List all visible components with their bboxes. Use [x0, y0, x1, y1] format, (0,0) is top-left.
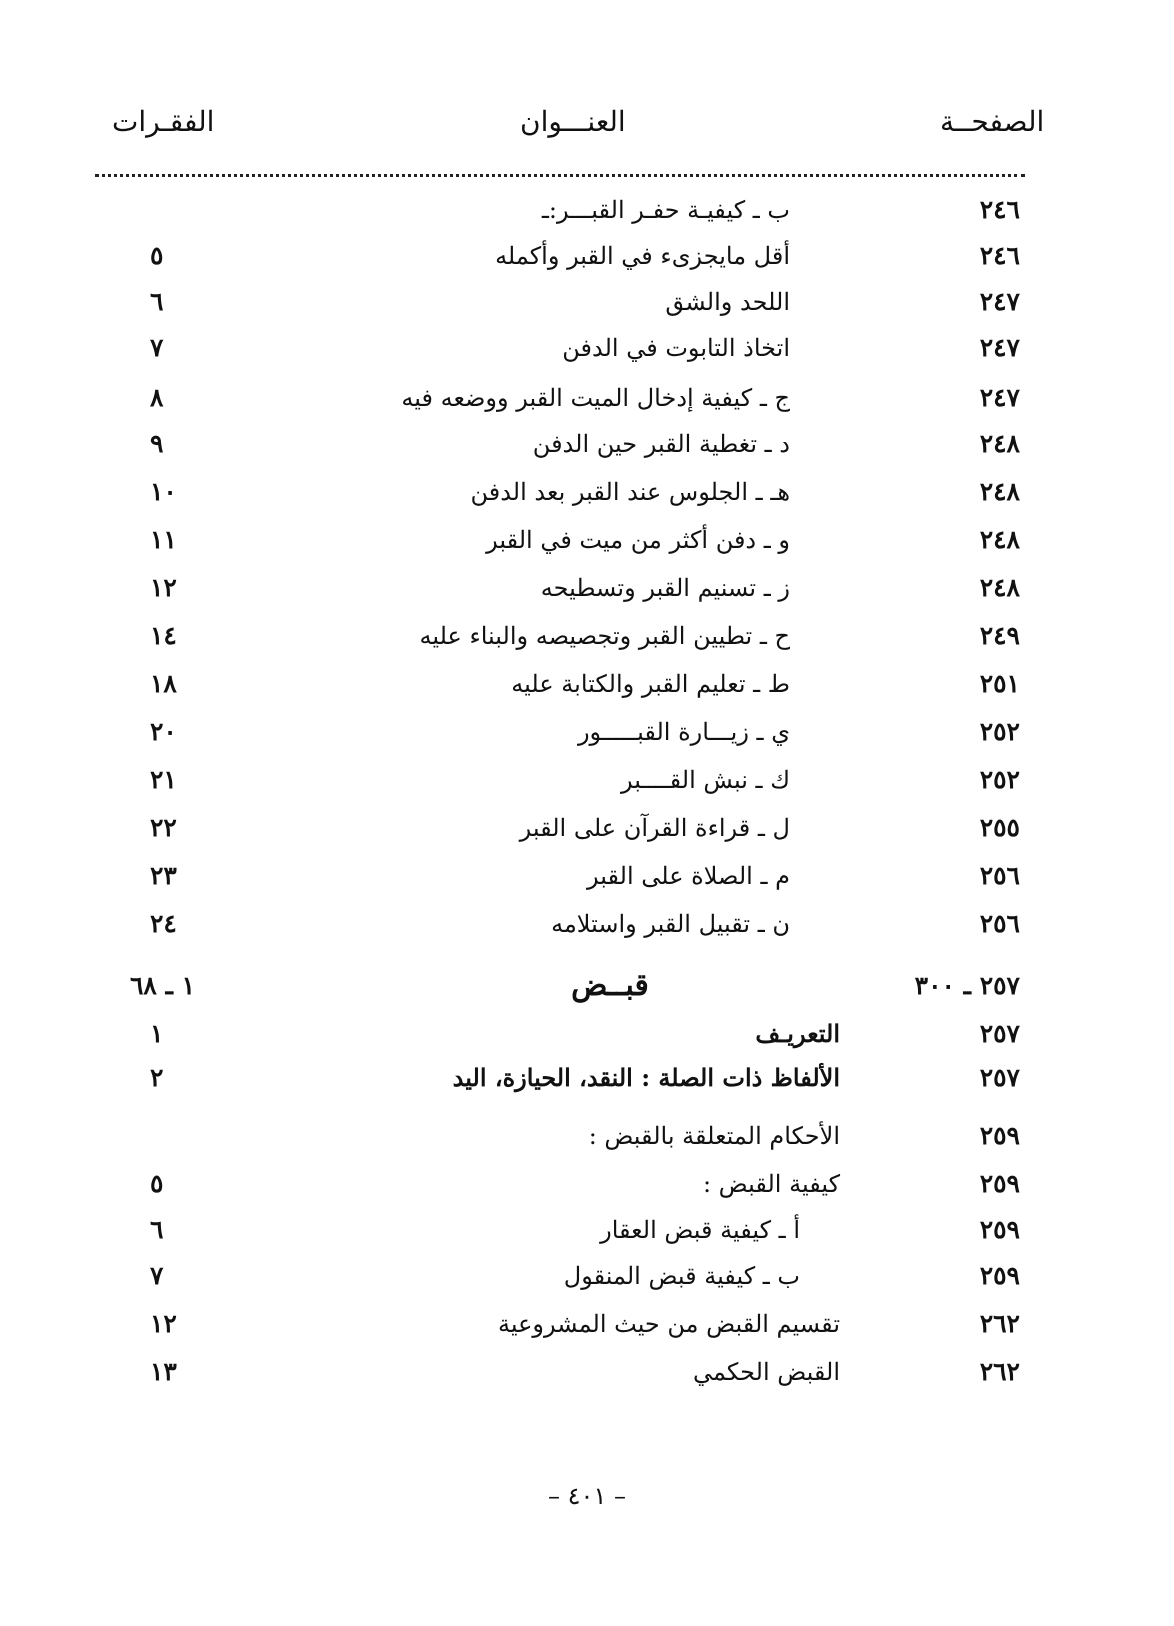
toc-paragraph-ref: ٦	[150, 1215, 164, 1244]
toc-row	[0, 236, 1174, 276]
toc-row	[0, 1304, 1174, 1344]
toc-paragraph-ref: ٥	[150, 1169, 164, 1198]
toc-paragraph-ref: ١٢	[150, 1309, 177, 1338]
header-page-column: الصفحــة	[940, 105, 1045, 138]
toc-page-number: ٢٦٢	[979, 1309, 1020, 1338]
toc-entry-title: ب ـ كيفية قبض المنقول	[563, 1262, 800, 1290]
toc-paragraph-ref: ٦	[150, 287, 164, 316]
toc-paragraph-ref: ١٠	[150, 477, 177, 506]
toc-page-number: ٢٥٢	[979, 765, 1020, 794]
toc-page-number: ٢٥٦	[979, 861, 1020, 890]
toc-row	[0, 424, 1174, 464]
toc-page-number: ٢٥٦	[979, 909, 1020, 938]
toc-entry-title: و ـ دفن أكثر من ميت في القبر	[486, 526, 790, 554]
toc-row	[0, 1164, 1174, 1204]
toc-row	[0, 904, 1174, 944]
toc-entry-title: هـ ـ الجلوس عند القبر بعد الدفن	[470, 478, 790, 506]
toc-paragraph-ref: ٢١	[150, 765, 177, 794]
toc-paragraph-ref: ٢	[150, 1063, 164, 1092]
toc-page-number: ٢٥٥	[979, 813, 1020, 842]
toc-page-number: ٢٤٨	[979, 525, 1020, 554]
toc-page-number: ٢٦٢	[979, 1357, 1020, 1386]
toc-row	[0, 808, 1174, 848]
toc-page-number: ٢٥١	[979, 669, 1020, 698]
toc-row	[0, 1116, 1174, 1156]
toc-row	[0, 1352, 1174, 1392]
toc-row	[0, 1058, 1174, 1098]
toc-entry-title: ز ـ تسنيم القبر وتسطيحه	[540, 574, 790, 602]
toc-row	[0, 190, 1174, 230]
toc-row	[0, 1256, 1174, 1296]
toc-paragraph-ref: ١٨	[150, 669, 177, 698]
toc-row	[0, 472, 1174, 512]
toc-row	[0, 520, 1174, 560]
toc-row	[0, 1210, 1174, 1250]
toc-section-heading: قبــض	[571, 968, 649, 1003]
toc-entry-title: اللحد والشق	[665, 288, 790, 316]
toc-row	[0, 616, 1174, 656]
toc-paragraph-ref: ٥	[150, 241, 164, 270]
toc-entry-title: اتخاذ التابوت في الدفن	[562, 334, 790, 362]
toc-paragraph-ref: ١٢	[150, 573, 177, 602]
toc-entry-title: أقل مايجزىء في القبر وأكمله	[495, 242, 790, 270]
toc-entry-title: أ ـ كيفية قبض العقار	[600, 1216, 800, 1244]
toc-entry-title: د ـ تغطية القبر حين الدفن	[532, 430, 790, 458]
header-title-column: العنـــوان	[520, 105, 626, 138]
toc-paragraph-ref: ٢٣	[150, 861, 177, 890]
toc-page-number: ٢٤٧	[979, 333, 1020, 362]
toc-entry-title: م ـ الصلاة على القبر	[587, 862, 790, 890]
toc-page-number: ٢٤٦	[979, 195, 1020, 224]
toc-entry-title: كيفية القبض :	[702, 1170, 840, 1198]
toc-page-number: ٢٤٧	[979, 383, 1020, 412]
toc-page-number: ٢٥٩	[979, 1261, 1020, 1290]
toc-page-number: ٢٥٩	[979, 1121, 1020, 1150]
toc-row	[0, 1014, 1174, 1054]
toc-paragraph-ref: ١١	[150, 525, 177, 554]
toc-row	[0, 760, 1174, 800]
toc-entry-title: الأحكام المتعلقة بالقبض :	[588, 1122, 840, 1150]
toc-page-number: ٢٤٦	[979, 241, 1020, 270]
toc-paragraph-ref: ١ ـ ٦٨	[130, 971, 196, 1000]
toc-row	[0, 712, 1174, 752]
toc-row	[0, 856, 1174, 896]
toc-paragraph-ref: ٧	[150, 333, 164, 362]
toc-page-number: ٢٥٧ ـ ٣٠٠	[914, 971, 1020, 1000]
toc-entry-title: ن ـ تقبيل القبر واستلامه	[551, 910, 790, 938]
toc-page-number: ٢٥٩	[979, 1169, 1020, 1198]
toc-entry-title: ب ـ كيفيـة حفـر القبـــر:ـ	[541, 196, 790, 224]
toc-entry-title: التعريـف	[755, 1019, 840, 1048]
toc-paragraph-ref: ١٤	[150, 621, 177, 650]
toc-page-number: ٢٤٨	[979, 477, 1020, 506]
toc-paragraph-ref: ٨	[150, 383, 164, 412]
toc-row	[0, 664, 1174, 704]
toc-page-number: ٢٤٩	[979, 621, 1020, 650]
toc-entry-title: القبض الحكمي	[693, 1358, 840, 1386]
toc-row	[0, 378, 1174, 418]
toc-paragraph-ref: ٢٢	[150, 813, 177, 842]
toc-paragraph-ref: ١	[150, 1019, 164, 1048]
toc-paragraph-ref: ٢٤	[150, 909, 177, 938]
toc-entry-title: ح ـ تطيين القبر وتجصيصه والبناء عليه	[419, 622, 790, 650]
toc-page-number: ٢٥٧	[979, 1063, 1020, 1092]
toc-entry-title: الألفاظ ذات الصلة : النقد، الحيازة، اليد	[452, 1063, 840, 1092]
toc-page-number: ٢٤٧	[979, 287, 1020, 316]
toc-entry-title: ج ـ كيفية إدخال الميت القبر ووضعه فيه	[401, 384, 790, 412]
toc-page-number: ٢٤٨	[979, 429, 1020, 458]
toc-page-number: ٢٥٧	[979, 1019, 1020, 1048]
toc-page-number: ٢٤٨	[979, 573, 1020, 602]
toc-paragraph-ref: ٢٠	[150, 717, 177, 746]
header-paragraphs-column: الفقـرات	[112, 105, 215, 138]
toc-entry-title: ل ـ قراءة القرآن على القبر	[519, 814, 790, 842]
toc-entry-title: ك ـ نبش القــــبر	[621, 766, 790, 794]
toc-entry-title: تقسيم القبض من حيث المشروعية	[497, 1310, 840, 1338]
toc-entry-title: ط ـ تعليم القبر والكتابة عليه	[511, 670, 790, 698]
toc-row	[0, 282, 1174, 322]
toc-row	[0, 966, 1174, 1006]
toc-paragraph-ref: ١٣	[150, 1357, 177, 1386]
header-dotted-divider	[95, 174, 1025, 177]
toc-row	[0, 568, 1174, 608]
toc-row	[0, 328, 1174, 368]
toc-page-number: ٢٥٩	[979, 1215, 1020, 1244]
toc-paragraph-ref: ٩	[150, 429, 164, 458]
toc-page-number: ٢٥٢	[979, 717, 1020, 746]
page-number: – ٤٠١ –	[548, 1482, 626, 1510]
toc-paragraph-ref: ٧	[150, 1261, 164, 1290]
toc-entry-title: ي ـ زيـــارة القبـــــور	[577, 718, 790, 746]
